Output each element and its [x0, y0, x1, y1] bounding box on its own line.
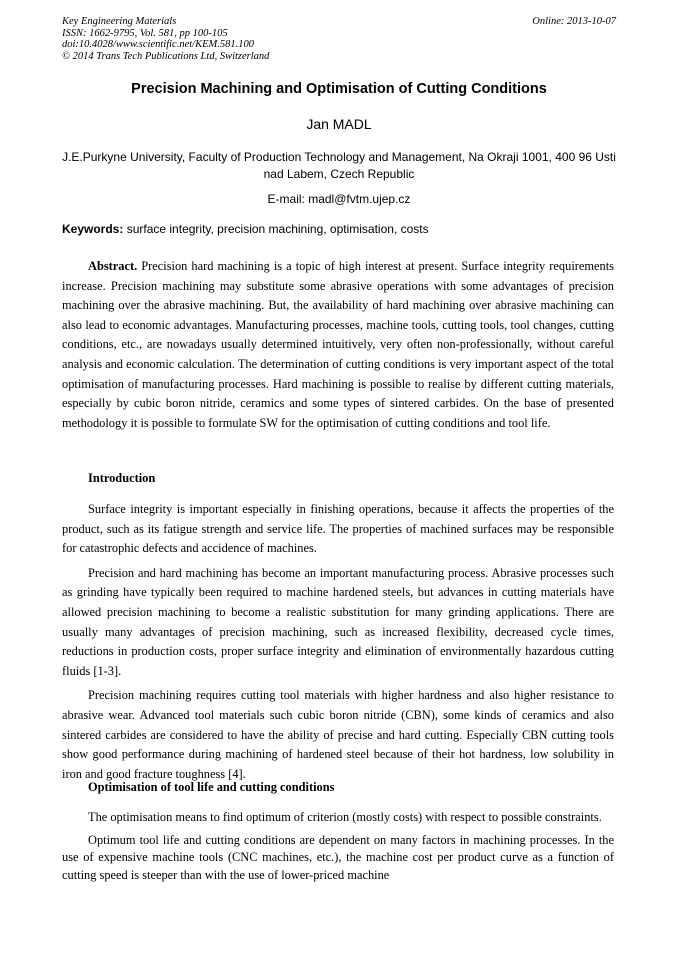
author-name: Jan MADL — [306, 116, 372, 132]
paragraph: Surface integrity is important especially in finishing operations, because it affects the properties of the product, such as its fatigue strength and service life. The properties of machined surfaces may be responsible for catastrophic defects and accidence of machines. — [62, 502, 614, 556]
introduction-section — [62, 500, 614, 784]
paragraph: Optimum tool life and cutting conditions are dependent on many factors in machining processes. In the use of expensive machine tools (CNC machines, etc.), the machine cost per product curve as a function of cutting speed is steeper than with the use of lower-priced machine — [62, 832, 614, 882]
issn-line: ISSN: 1662-9795, Vol. 581, pp 100-105 — [62, 27, 228, 39]
author-affiliation: J.E.Purkyne University, Faculty of Production Technology and Management, Na Okraji 1001, 400 96 Usti nad Labem, Czech Republic — [62, 150, 616, 181]
abstract-label: Abstract. — [88, 259, 138, 273]
optimisation-section — [62, 809, 614, 884]
keywords-label: Keywords: — [62, 222, 124, 236]
paragraph: Precision and hard machining has become an important manufacturing process. Abrasive processes such as grinding have typically been required to machine hardened steels, but advances in cutting materials have allowed precision machining to become a realistic substitution for many grinding applications. There are usually many advantages of precision machining, such as increased flexibility, decreased cycle times, reductions in production costs, proper surface integrity and elimination of environmentally hazardous cutting fluids [1-3]. — [62, 565, 614, 678]
paragraph: Precision machining requires cutting tool materials with higher hardness and also higher resistance to abrasive wear. Advanced tool materials such cubic boron nitride (CBN), some kinds of ceramics and also sintered carbides are considered to have the ability of precise and hard cutting. Especially CBN cutting tools show good performance during machining of hardened steel because of their hot hardness, low solubility in iron and good fracture toughness [4]. — [62, 688, 614, 781]
paragraph: The optimisation means to find optimum of criterion (mostly costs) with respect to possible constraints. — [88, 810, 602, 824]
abstract-text: Precision hard machining is a topic of high interest at present. Surface integrity requirements increase. Precision machining may substitute some abrasive operations with some advantages of precision machining over the abrasive machining. But, the availability of hard machining over abrasive machining can also lead to economic advantages. Manufacturing processes, machine tools, cutting tools, tool changes, cutting conditions, etc., are nowadays usually determined intuitively, very often non-professionally, without careful analysis and economic calculation. The determination of cutting conditions is very important aspect of the total optimisation of manufacturing processes. Hard machining is possible to realise by different cutting materials, especially by cubic boron nitride, ceramics and some types of sintered carbides. On the base of presented methodology it is possible to formulate SW for the optimisation of cutting conditions and tool life. — [62, 259, 614, 430]
journal-name: Key Engineering Materials — [62, 16, 177, 27]
copyright-line: © 2014 Trans Tech Publications Ltd, Switzerland — [62, 50, 270, 62]
keywords — [62, 222, 616, 236]
introduction-heading: Introduction — [88, 471, 156, 485]
optimisation-heading: Optimisation of tool life and cutting conditions — [88, 780, 335, 794]
paper-title: Precision Machining and Optimisation of Cutting Conditions — [131, 81, 547, 97]
abstract — [62, 257, 614, 433]
author-email: E-mail: madl@fvtm.ujep.cz — [267, 192, 411, 206]
online-date: Online: 2013-10-07 — [532, 16, 616, 27]
journal-header — [62, 16, 269, 62]
doi-line: doi:10.4028/www.scientific.net/KEM.581.100 — [62, 39, 254, 50]
keywords-text: surface integrity, precision machining, optimisation, costs — [126, 222, 429, 236]
abstract-paragraph — [62, 257, 614, 433]
